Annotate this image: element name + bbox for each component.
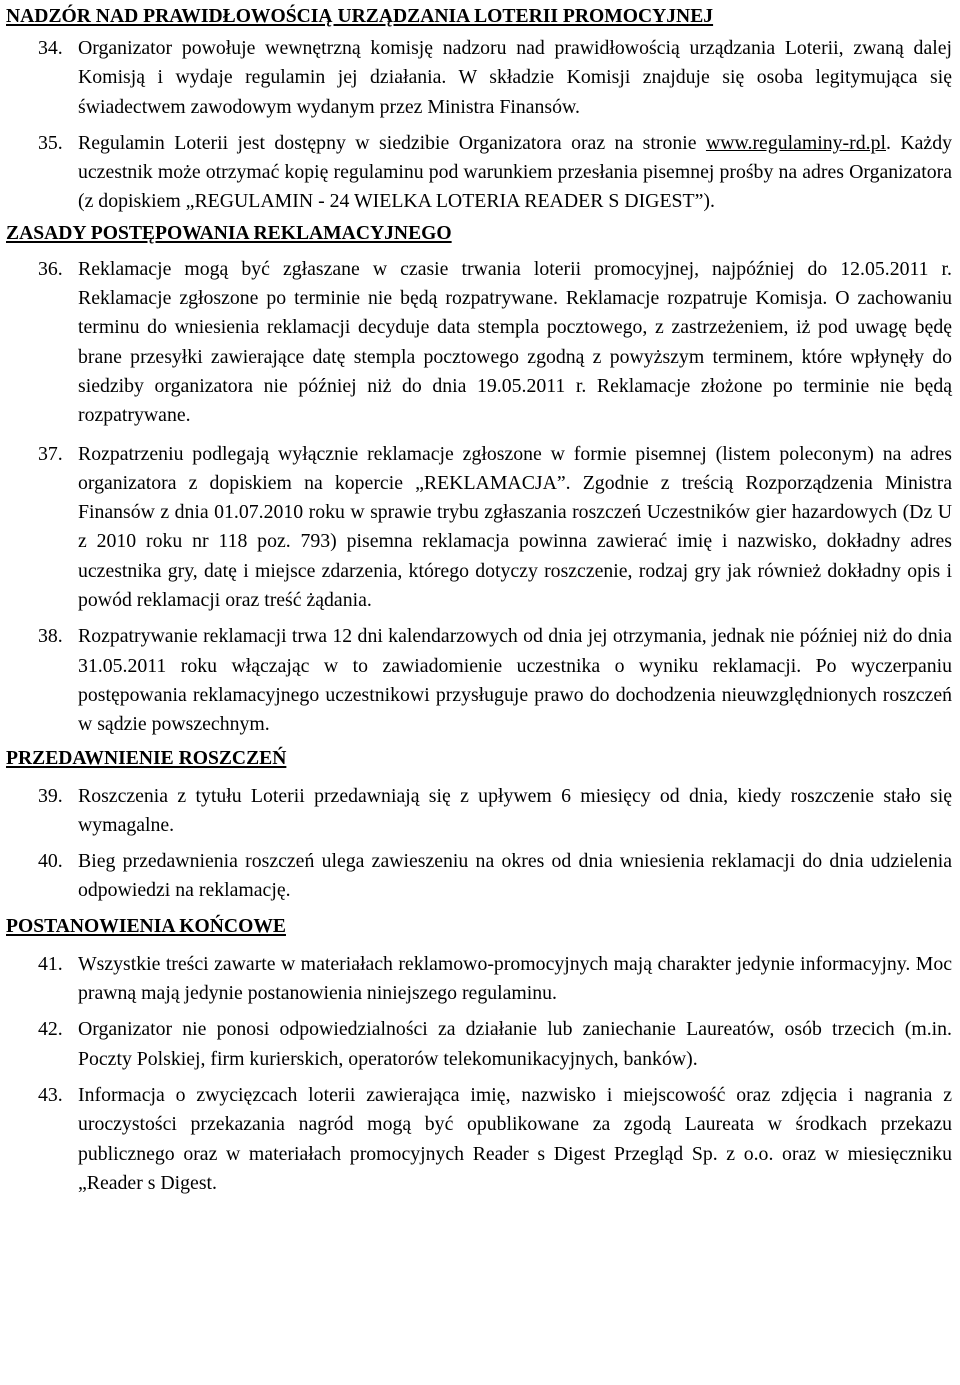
paragraph-37 [6, 440, 954, 616]
paragraph-text: Regulamin Loterii jest dostępny w siedzibie Organizatora oraz na stronie www.regulaminy-rd.pl. Każdy uczestnik może otrzymać kopię regulaminu pod warunkiem przesłania pisemnej prośby na adres Organizatora (z dopiskiem „REGULAMIN - 24 WIELKA LOTERIA READER S DIGEST”). [78, 131, 952, 213]
regulamin-link[interactable]: www.regulaminy-rd.pl [705, 131, 886, 154]
paragraph-number: 40. [38, 850, 63, 873]
heading-koncowe: POSTANOWIENIA KOŃCOWE [6, 915, 286, 937]
paragraph-34 [6, 34, 954, 122]
paragraph-number: 38. [38, 625, 63, 648]
paragraph-36 [6, 255, 954, 431]
paragraph-43 [6, 1081, 954, 1198]
paragraph-text: Rozpatrzeniu podlegają wyłącznie reklamacje zgłoszone w formie pisemnej (listem poleconym) na adres organizatora z dopiskiem na kopercie „REKLAMACJA”. Zgodnie z treścią Rozporządzenia Ministra Finansów z dnia 01.07.2010 roku w sprawie trybu zgłaszania roszczeń Uczestników gier hazardowych (Dz U z 2010 roku nr 118 poz. 793) pisemna reklamacja powinna zawierać imię i nazwisko, dokładny adres uczestnika gry, datę i miejsce zdarzenia, którego dotyczy roszczenie, rodzaj gry jak również dokładny opis i powód reklamacji oraz treść żądania. [78, 442, 952, 612]
paragraph-number: 37. [38, 442, 63, 465]
paragraph-text: Roszczenia z tytułu Loterii przedawniają się z upływem 6 miesięcy od dnia, kiedy roszczenie stało się wymagalne. [78, 784, 952, 836]
paragraph-number: 35. [38, 131, 63, 154]
paragraph-text: Organizator nie ponosi odpowiedzialności za działanie lub zaniechanie Laureatów, osób trzecich (m.in. Poczty Polskiej, firm kurierskich, operatorów telekomunikacyjnych, banków). [78, 1018, 952, 1070]
paragraph-number: 43. [38, 1083, 63, 1106]
paragraph-number: 42. [38, 1018, 63, 1041]
paragraph-number: 34. [38, 37, 63, 59]
paragraph-number: 41. [38, 952, 63, 975]
paragraph-text: Organizator powołuje wewnętrzną komisję nadzoru nad prawidłowością urządzania Loterii, zwaną dalej Komisją i wydaje regulamin jej działania. W składzie Komisji znajduje się osoba legitymująca się świadectwem zawodowym wydanym przez Ministra Finansów. [78, 37, 952, 118]
paragraph-35 [6, 129, 954, 217]
heading-reklamacje: ZASADY POSTĘPOWANIA REKLAMACYJNEGO [6, 222, 452, 244]
paragraph-39 [6, 782, 954, 841]
paragraph-40 [6, 847, 954, 906]
paragraph-42 [6, 1015, 954, 1074]
heading-nadzor: NADZÓR NAD PRAWIDŁOWOŚCIĄ URZĄDZANIA LOTERII PROMOCYJNEJ [6, 6, 714, 27]
paragraph-text: Reklamacje mogą być zgłaszane w czasie trwania loterii promocyjnej, najpóźniej do 12.05.2011 r. Reklamacje zgłoszone po terminie nie będą rozpatrywane. Reklamacje rozpatruje Komisja. O zachowaniu terminu do wniesienia reklamacji decyduje data stempla pocztowego, z zastrzeżeniem, iż pod uwagę będę brane przesyłki zawierające datę stempla pocztowego zgodną z powyższym terminem, które wpłynęły do siedziby organizatora nie później niż do dnia 19.05.2011 r. Reklamacje złożone po terminie nie będą rozpatrywane. [78, 257, 952, 427]
paragraph-41 [6, 950, 954, 1009]
paragraph-number: 36. [38, 257, 63, 280]
heading-przedawnienie: PRZEDAWNIENIE ROSZCZEŃ [6, 747, 287, 769]
paragraph-text: Wszystkie treści zawarte w materiałach reklamowo-promocyjnych mają charakter jedynie informacyjny. Moc prawną mają jedynie postanowienia niniejszego regulaminu. [78, 952, 952, 1005]
paragraph-text: Informacja o zwycięzcach loterii zawierająca imię, nazwisko i miejscowość oraz zdjęcia i nagrania z uroczystości przekazania nagród mogą być opublikowane za zgodą Laureata w środkach przekazu publicznego oraz w materiałach promocyjnych Reader s Digest Przegląd Sp. z o.o. oraz w miesięczniku „Reader s Digest. [78, 1083, 952, 1194]
paragraph-38 [6, 622, 954, 739]
paragraph-number: 39. [38, 784, 63, 807]
paragraph-text: Rozpatrywanie reklamacji trwa 12 dni kalendarzowych od dnia jej otrzymania, jednak nie później niż do dnia 31.05.2011 roku włączając w to zawiadomienie uczestnika o wyniku reklamacji. Po wyczerpaniu postępowania reklamacyjnego uczestnikowi przysługuje prawo do dochodzenia nieuwzględnionych roszczeń w sądzie powszechnym. [78, 625, 952, 736]
paragraph-text: Bieg przedawnienia roszczeń ulega zawieszeniu na okres od dnia wniesienia reklamacji do dnia udzielenia odpowiedzi na reklamację. [78, 850, 952, 902]
